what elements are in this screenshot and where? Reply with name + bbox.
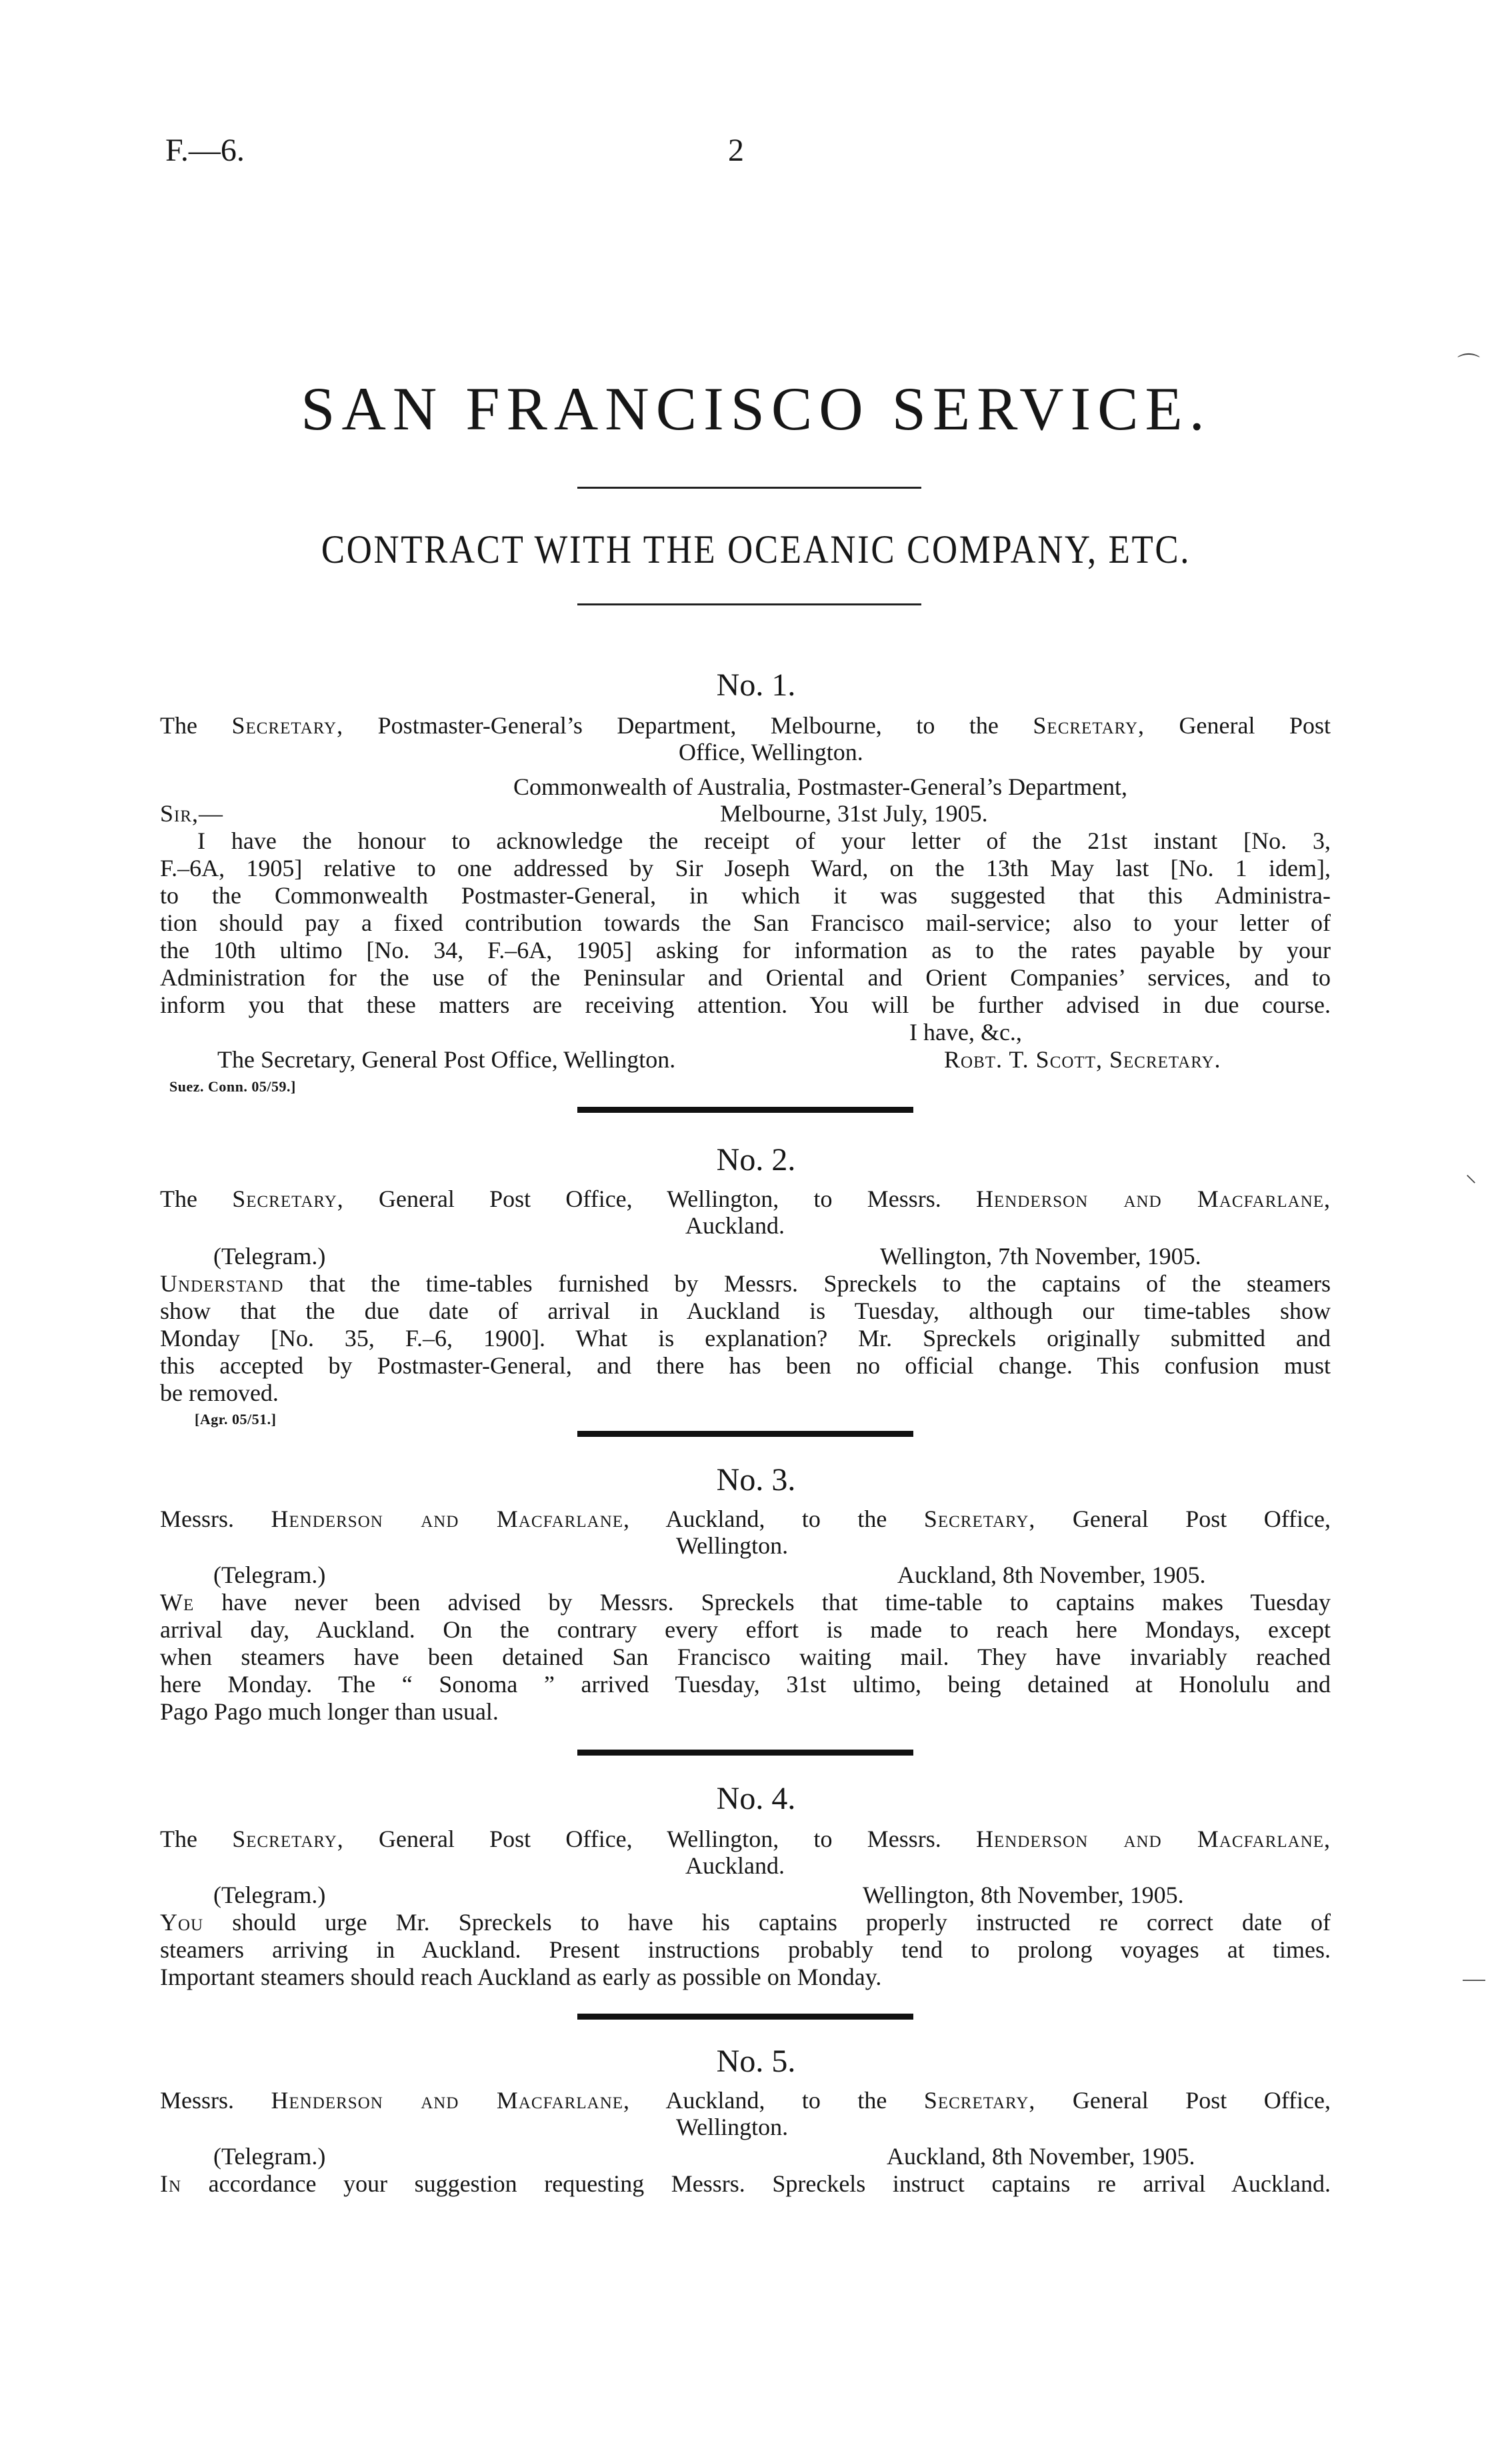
item-3-place-date: Auckland, 8th November, 1905. xyxy=(897,1562,1206,1588)
item-4-place-date: Wellington, 8th November, 1905. xyxy=(863,1882,1184,1908)
item-1-body-line-7: inform you that these matters are receiving attention. You will be further advised in due course. xyxy=(160,991,1331,1018)
item-3-telegram-label: (Telegram.) xyxy=(213,1562,326,1588)
item-5-address-line-1: Messrs. Henderson and Macfarlane, Auckland, to the Secretary, General Post Office, xyxy=(160,2087,1331,2114)
margin-mark: ⌒ xyxy=(1457,353,1480,378)
item-1-place-line-1: Commonwealth of Australia, Postmaster-General’s Department, xyxy=(513,773,1128,800)
item-1-body-line-1: I have the honour to acknowledge the receipt of your letter of the 21st instant [No. 3, xyxy=(197,827,1331,854)
item-4-body-line-3: Important steamers should reach Auckland as early as possible on Monday. xyxy=(160,1964,882,1990)
item-4-address-line-1: The Secretary, General Post Office, Wellington, to Messrs. Henderson and Macfarlane, xyxy=(160,1826,1331,1852)
item-4-number: No. 4. xyxy=(716,1781,796,1816)
item-5-telegram-label: (Telegram.) xyxy=(213,2143,326,2170)
item-4-body-line-1: You should urge Mr. Spreckels to have his captains properly instructed re correct date of xyxy=(160,1909,1331,1936)
item-1-place-line-2: Melbourne, 31st July, 1905. xyxy=(720,800,988,827)
item-4-address-line-2: Auckland. xyxy=(685,1852,785,1879)
separator-rule-3 xyxy=(577,1750,913,1756)
separator-rule-2 xyxy=(577,1431,913,1437)
subtitle-rule xyxy=(577,603,921,605)
item-2-body-line-5: be removed. xyxy=(160,1380,279,1406)
item-1-body-line-6: Administration for the use of the Peninsular and Oriental and Orient Companies’ services, and to xyxy=(160,964,1331,991)
item-3-body-line-4: here Monday. The “ Sonoma ” arrived Tuesday, 31st ultimo, being detained at Honolulu and xyxy=(160,1671,1331,1698)
separator-rule-4 xyxy=(577,2014,913,2020)
item-2-place-date: Wellington, 7th November, 1905. xyxy=(880,1243,1201,1270)
separator-rule-1 xyxy=(577,1107,913,1113)
item-1-address-line-2: Office, Wellington. xyxy=(679,739,863,765)
item-1-file-reference: Suez. Conn. 05/59.] xyxy=(169,1078,296,1095)
item-2-body-line-4: this accepted by Postmaster-General, and there has been no official change. This confusion must xyxy=(160,1352,1331,1379)
item-1-body-line-5: the 10th ultimo [No. 34, F.–6A, 1905] asking for information as to the rates payable by your xyxy=(160,937,1331,963)
item-5-place-date: Auckland, 8th November, 1905. xyxy=(887,2143,1195,2170)
title-rule xyxy=(577,487,921,489)
item-1-body-line-4: tion should pay a fixed contribution towards the San Francisco mail-service; also to your letter of xyxy=(160,909,1331,936)
item-3-address-line-1: Messrs. Henderson and Macfarlane, Auckland, to the Secretary, General Post Office, xyxy=(160,1506,1331,1532)
item-2-telegram-label: (Telegram.) xyxy=(213,1243,326,1270)
item-1-body-line-3: to the Commonwealth Postmaster-General, in which it was suggested that this Administra- xyxy=(160,882,1331,909)
item-1-body-line-2: F.–6A, 1905] relative to one addressed by Sir Joseph Ward, on the 13th May last [No. 1 idem], xyxy=(160,855,1331,881)
item-3-address-line-2: Wellington. xyxy=(676,1532,789,1559)
margin-mark: ⸜ xyxy=(1465,1162,1477,1187)
item-2-body-line-3: Monday [No. 35, F.–6, 1900]. What is explanation? Mr. Spreckels originally submitted and xyxy=(160,1325,1331,1352)
item-1-addressee: The Secretary, General Post Office, Wellington. xyxy=(217,1046,676,1073)
item-4-telegram-label: (Telegram.) xyxy=(213,1882,326,1908)
item-1-address-line-1: The Secretary, Postmaster-General’s Department, Melbourne, to the Secretary, General Post xyxy=(160,712,1331,739)
item-2-body-line-2: show that the due date of arrival in Auckland is Tuesday, although our time-tables show xyxy=(160,1298,1331,1324)
margin-mark: ⸏ xyxy=(1463,1958,1485,1983)
item-1-closing: I have, &c., xyxy=(909,1019,1022,1045)
item-2-file-reference: [Agr. 05/51.] xyxy=(195,1411,277,1428)
item-5-number: No. 5. xyxy=(716,2044,796,2079)
item-3-body-line-2: arrival day, Auckland. On the contrary every effort is made to reach here Mondays, except xyxy=(160,1616,1331,1643)
item-3-number: No. 3. xyxy=(716,1462,796,1498)
document-subtitle: CONTRACT WITH THE OCEANIC COMPANY, ETC. xyxy=(321,527,1191,571)
item-1-salutation: Sir,— xyxy=(160,800,224,827)
item-4-body-line-2: steamers arriving in Auckland. Present instructions probably tend to prolong voyages at times. xyxy=(160,1936,1331,1963)
item-2-address-line-1: The Secretary, General Post Office, Wellington, to Messrs. Henderson and Macfarlane, xyxy=(160,1185,1331,1212)
item-3-body-line-3: when steamers have been detained San Francisco waiting mail. They have invariably reached xyxy=(160,1644,1331,1670)
item-3-body-line-1: We have never been advised by Messrs. Spreckels that time-table to captains makes Tuesday xyxy=(160,1589,1331,1616)
item-2-address-line-2: Auckland. xyxy=(685,1212,785,1239)
item-3-body-line-5: Pago Pago much longer than usual. xyxy=(160,1698,499,1725)
item-2-number: No. 2. xyxy=(716,1142,796,1177)
document-title: SAN FRANCISCO SERVICE. xyxy=(301,375,1211,443)
item-5-body-line-1: In accordance your suggestion requesting Messrs. Spreckels instruct captains re arrival Auckland. xyxy=(160,2170,1331,2197)
item-5-address-line-2: Wellington. xyxy=(676,2114,789,2140)
item-1-number: No. 1. xyxy=(716,667,796,703)
page-number: 2 xyxy=(728,133,744,168)
item-1-signature: Robt. T. Scott, Secretary. xyxy=(944,1046,1221,1073)
item-2-body-line-1: Understand that the time-tables furnished by Messrs. Spreckels to the captains of the steamers xyxy=(160,1270,1331,1297)
page-reference: F.—6. xyxy=(165,133,245,168)
